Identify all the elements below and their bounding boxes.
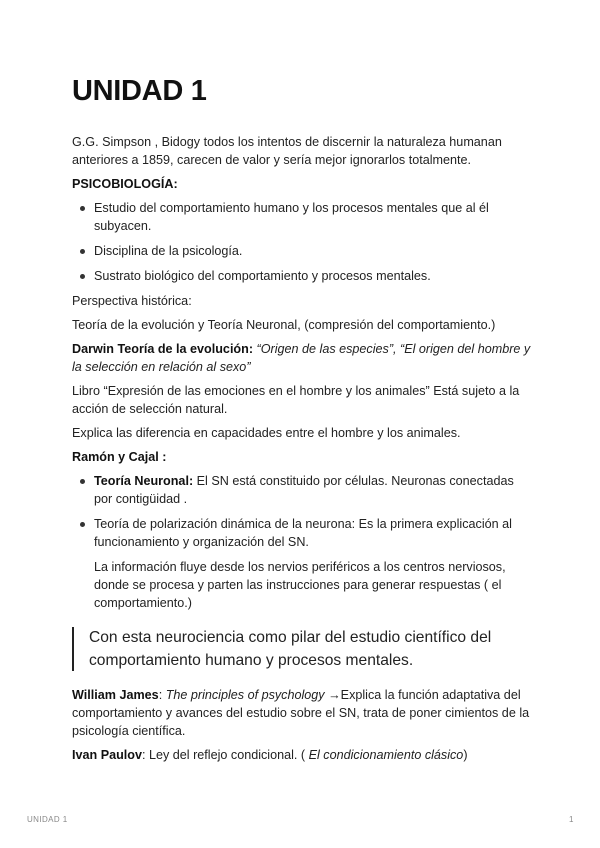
- ramon-heading: Ramón y Cajal :: [72, 450, 167, 464]
- page-number: 1: [569, 815, 574, 824]
- footer-title: UNIDAD 1: [27, 815, 68, 824]
- list-item: Sustrato biológico del comportamiento y procesos mentales.: [94, 267, 534, 285]
- james-name: William James: [72, 688, 159, 702]
- james-text: →Explica la función adaptativa del comportamiento y avances del estudio sobre el SN, trata de poner cimientos de la psicología científica.: [72, 688, 530, 738]
- perspectiva-paragraph: Perspectiva histórica:: [72, 294, 192, 308]
- psicobiologia-heading: PSICOBIOLOGÍA:: [72, 177, 178, 191]
- polarizacion-text: Teoría de polarización dinámica de la neurona: Es la primera explicación al funcionamiento y organización del SN.: [94, 517, 512, 549]
- explica-paragraph: Explica las diferencia en capacidades entre el hombre y los animales.: [72, 426, 461, 440]
- list-item: Disciplina de la psicología.: [94, 242, 534, 260]
- list-item: [94, 515, 534, 612]
- libro-paragraph: Libro “Expresión de las emociones en el hombre y los animales” Está sujeto a la acción de selección natural.: [72, 384, 520, 416]
- intro-paragraph: G.G. Simpson , Bidogy todos los intentos de discernir la naturaleza humanan anteriores a 1859, carecen de valor y sería mejor ignorarlos totalmente.: [72, 135, 502, 167]
- blockquote: Con esta neurociencia como pilar del estudio científico del comportamiento humano y procesos mentales.: [72, 626, 534, 672]
- darwin-label: Darwin Teoría de la evolución:: [72, 342, 254, 356]
- polarizacion-subtext: La información fluye desde los nervios periféricos a los centros nerviosos, donde se procesa y parten las instrucciones para generar respuestas ( el comportamiento.): [94, 560, 506, 610]
- pavlov-text: : Ley del reflejo condicional. (: [142, 748, 309, 762]
- darwin-paragraph: [72, 340, 534, 376]
- pavlov-italic: El condicionamiento clásico: [308, 748, 464, 762]
- pavlov-paragraph: [72, 746, 534, 764]
- list-item: [94, 472, 534, 508]
- ramon-list: [72, 472, 534, 612]
- psicobiologia-list: [72, 199, 534, 285]
- pavlov-end: ): [463, 748, 468, 762]
- teoria-neuronal-text: El SN está constituido por células. Neuronas conectadas por contigüidad .: [94, 474, 514, 506]
- james-sep: :: [158, 688, 166, 702]
- document-body: [72, 133, 534, 770]
- page-title: UNIDAD 1: [72, 75, 207, 107]
- list-item: Estudio del comportamiento humano y los procesos mentales que al él subyacen.: [94, 199, 534, 235]
- james-paragraph: [72, 686, 534, 740]
- darwin-books: “Origen de las especies”, “El origen del hombre y la selección en relación al sexo”: [72, 342, 531, 374]
- pavlov-name: Ivan Paulov: [72, 748, 142, 762]
- teoria-paragraph: Teoría de la evolución y Teoría Neuronal, (compresión del comportamiento.): [72, 318, 496, 332]
- teoria-neuronal-label: Teoría Neuronal:: [94, 474, 194, 488]
- james-book: The principles of psychology: [165, 688, 325, 702]
